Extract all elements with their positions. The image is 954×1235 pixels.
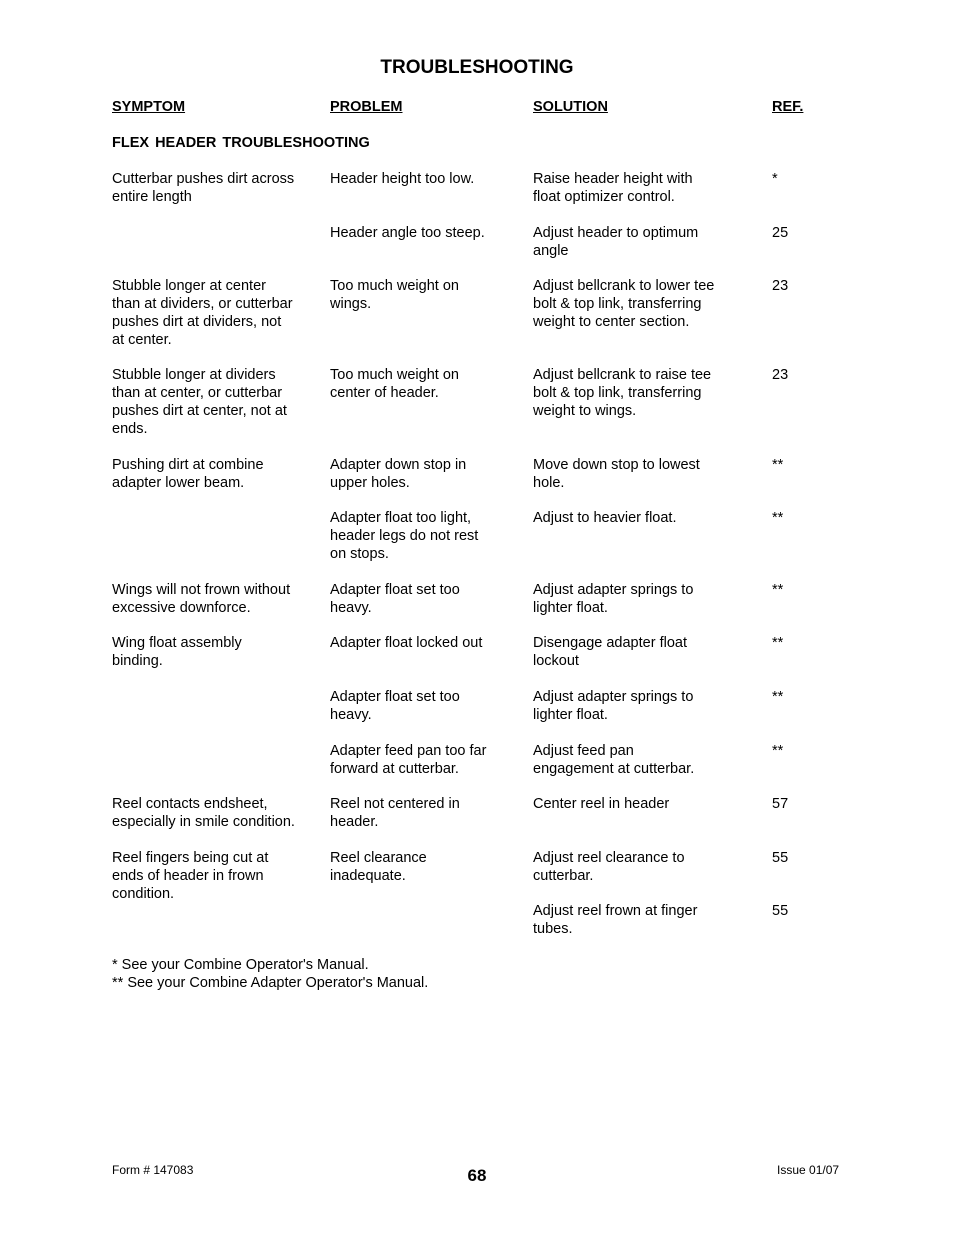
solution-cell: Adjust bellcrank to lower tee bolt & top link, transferring weight to center section. <box>533 278 715 330</box>
form-number: Form # 147083 <box>112 1163 194 1177</box>
solution-cell: Move down stop to lowest hole. <box>533 457 700 491</box>
problem-cell: Too much weight on center of header. <box>330 367 459 401</box>
problem-cell: Adapter down stop in upper holes. <box>330 457 467 491</box>
symptom-cell: Stubble longer at center than at dividers, or cutterbar pushes dirt at dividers, not at center. <box>112 278 293 348</box>
solution-cell: Adjust feed pan engagement at cutterbar. <box>533 743 695 777</box>
column-header-symptom: SYMPTOM <box>112 99 186 115</box>
ref-cell: ** <box>772 457 784 473</box>
solution-cell: Adjust reel clearance to cutterbar. <box>533 850 685 884</box>
symptom-cell: Stubble longer at dividers than at center, or cutterbar pushes dirt at center, not at ends. <box>112 367 287 437</box>
solution-cell: Adjust reel frown at finger tubes. <box>533 903 698 937</box>
symptom-cell: Pushing dirt at combine adapter lower beam. <box>112 457 264 491</box>
issue-date: Issue 01/07 <box>777 1163 840 1177</box>
column-header-ref: REF. <box>772 99 804 115</box>
section-title: FLEX HEADER TROUBLESHOOTING <box>112 135 370 151</box>
footnote-double-asterisk: ** See your Combine Adapter Operator's Manual. <box>112 975 429 991</box>
ref-cell: 23 <box>772 367 789 383</box>
ref-cell: * <box>772 171 778 187</box>
footnotes <box>112 956 428 992</box>
problem-cell: Adapter float too light, header legs do not rest on stops. <box>330 510 479 562</box>
problem-cell: Adapter float locked out <box>330 635 483 651</box>
problem-cell: Adapter feed pan too far forward at cutterbar. <box>330 743 487 777</box>
symptom-cell: Cutterbar pushes dirt across entire length <box>112 171 295 205</box>
solution-cell: Adjust to heavier float. <box>533 510 677 526</box>
problem-cell: Header height too low. <box>330 171 475 187</box>
solution-cell: Disengage adapter float lockout <box>533 635 687 669</box>
solution-cell: Adjust adapter springs to lighter float. <box>533 689 694 723</box>
column-header-problem: PROBLEM <box>330 99 403 115</box>
problem-cell: Too much weight on wings. <box>330 278 459 312</box>
footnote-single-asterisk: * See your Combine Operator's Manual. <box>112 957 369 973</box>
problem-cell: Reel not centered in header. <box>330 796 460 830</box>
ref-cell: 55 <box>772 850 789 866</box>
page-number: 68 <box>467 1166 487 1185</box>
ref-cell: 23 <box>772 278 789 294</box>
ref-cell: ** <box>772 635 784 651</box>
symptom-cell: Wing float assembly binding. <box>112 635 242 669</box>
symptom-cell: Reel contacts endsheet, especially in smile condition. <box>112 796 295 830</box>
solution-cell: Center reel in header <box>533 796 670 812</box>
ref-cell: 55 <box>772 903 789 919</box>
solution-cell: Adjust adapter springs to lighter float. <box>533 582 694 616</box>
ref-cell: ** <box>772 582 784 598</box>
ref-cell: ** <box>772 689 784 705</box>
ref-cell: 57 <box>772 796 789 812</box>
symptom-cell: Wings will not frown without excessive downforce. <box>112 582 291 616</box>
page-title: TROUBLESHOOTING <box>380 57 574 78</box>
symptom-cell: Reel fingers being cut at ends of header in frown condition. <box>112 850 269 902</box>
problem-cell: Reel clearance inadequate. <box>330 850 427 884</box>
ref-cell: ** <box>772 743 784 759</box>
solution-cell: Adjust header to optimum angle <box>533 225 699 259</box>
problem-cell: Adapter float set too heavy. <box>330 689 460 723</box>
solution-cell: Raise header height with float optimizer control. <box>533 171 693 205</box>
column-header-solution: SOLUTION <box>533 99 608 115</box>
ref-cell: ** <box>772 510 784 526</box>
problem-cell: Adapter float set too heavy. <box>330 582 460 616</box>
solution-cell: Adjust bellcrank to raise tee bolt & top link, transferring weight to wings. <box>533 367 712 419</box>
ref-cell: 25 <box>772 225 789 241</box>
problem-cell: Header angle too steep. <box>330 225 485 241</box>
